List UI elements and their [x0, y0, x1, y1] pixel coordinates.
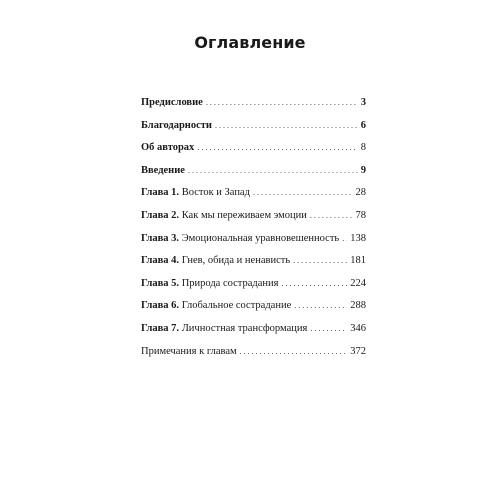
toc-leader-dots — [206, 97, 358, 108]
toc-page-number: 3 — [360, 97, 366, 108]
toc-leader-dots — [310, 323, 347, 334]
toc-entry-label — [141, 323, 307, 334]
toc-leader-dots — [253, 187, 353, 198]
toc-entry-chapter-1[interactable] — [141, 187, 366, 210]
toc-leader-dots — [188, 165, 358, 176]
toc-entry-label — [141, 300, 291, 311]
toc-entry-label — [141, 210, 307, 221]
toc-page-number: 9 — [360, 164, 366, 176]
toc-entry-chapter-5[interactable] — [141, 278, 366, 301]
toc-entry-notes[interactable] — [141, 346, 366, 369]
toc-leader-dots — [342, 233, 347, 244]
toc-leader-dots — [282, 278, 348, 289]
chapter-name: Гнев, обида и ненависть — [181, 255, 291, 267]
toc-entry-label — [141, 278, 279, 289]
chapter-number: Глава 4. — [141, 255, 180, 267]
toc-entry-chapter-6[interactable] — [141, 300, 366, 323]
toc-page-number: 224 — [350, 277, 366, 289]
chapter-name: Личностная трансформация — [181, 322, 308, 334]
chapter-name: Глобальное сострадание — [181, 300, 292, 312]
toc-entry-acknowledgements[interactable] — [141, 120, 366, 143]
chapter-name: Природа сострадания — [181, 277, 279, 289]
toc-page-number: 372 — [350, 345, 366, 357]
toc-entry-chapter-2[interactable] — [141, 210, 366, 233]
chapter-name: Эмоциональная уравновешенность — [181, 232, 340, 244]
toc-entry-label: Примечания к главам — [141, 345, 237, 357]
toc-entry-label: Введение — [141, 164, 185, 176]
toc-entry-label — [141, 233, 339, 244]
toc-page-number: 288 — [350, 300, 366, 312]
toc-page-number: 138 — [350, 232, 366, 244]
toc-page-number: 6 — [360, 119, 366, 131]
toc-entry-preface[interactable] — [141, 97, 366, 120]
toc-entry-chapter-4[interactable] — [141, 255, 366, 278]
toc-entry-label — [141, 255, 290, 266]
toc-entry-label: Предисловие — [141, 97, 203, 108]
toc-entry-about-authors[interactable] — [141, 142, 366, 165]
page-title: Оглавление — [194, 33, 306, 52]
toc-page-number: 78 — [355, 209, 366, 221]
toc-entry-label: Благодарности — [141, 119, 212, 131]
toc-leader-dots — [293, 255, 347, 266]
toc-page-number: 346 — [350, 322, 366, 334]
toc-entry-label: Об авторах — [141, 142, 195, 154]
toc-page-number: 28 — [355, 187, 366, 199]
chapter-number: Глава 3. — [141, 232, 180, 244]
toc-leader-dots — [294, 300, 347, 311]
chapter-name: Восток и Запад — [181, 187, 250, 199]
chapter-number: Глава 7. — [141, 322, 180, 334]
table-of-contents — [141, 97, 366, 368]
toc-page-number: 8 — [360, 142, 366, 154]
toc-entry-chapter-7[interactable] — [141, 323, 366, 346]
toc-leader-dots — [240, 346, 348, 357]
toc-entry-chapter-3[interactable] — [141, 233, 366, 256]
toc-leader-dots — [197, 142, 357, 153]
toc-leader-dots — [310, 210, 353, 221]
toc-page-number: 181 — [350, 255, 366, 267]
toc-entry-introduction[interactable] — [141, 165, 366, 188]
chapter-number: Глава 1. — [141, 187, 180, 199]
toc-leader-dots — [215, 120, 358, 131]
toc-entry-label — [141, 187, 250, 198]
chapter-number: Глава 5. — [141, 277, 180, 289]
chapter-name: Как мы переживаем эмоции — [181, 209, 307, 221]
chapter-number: Глава 2. — [141, 209, 180, 221]
chapter-number: Глава 6. — [141, 300, 180, 312]
